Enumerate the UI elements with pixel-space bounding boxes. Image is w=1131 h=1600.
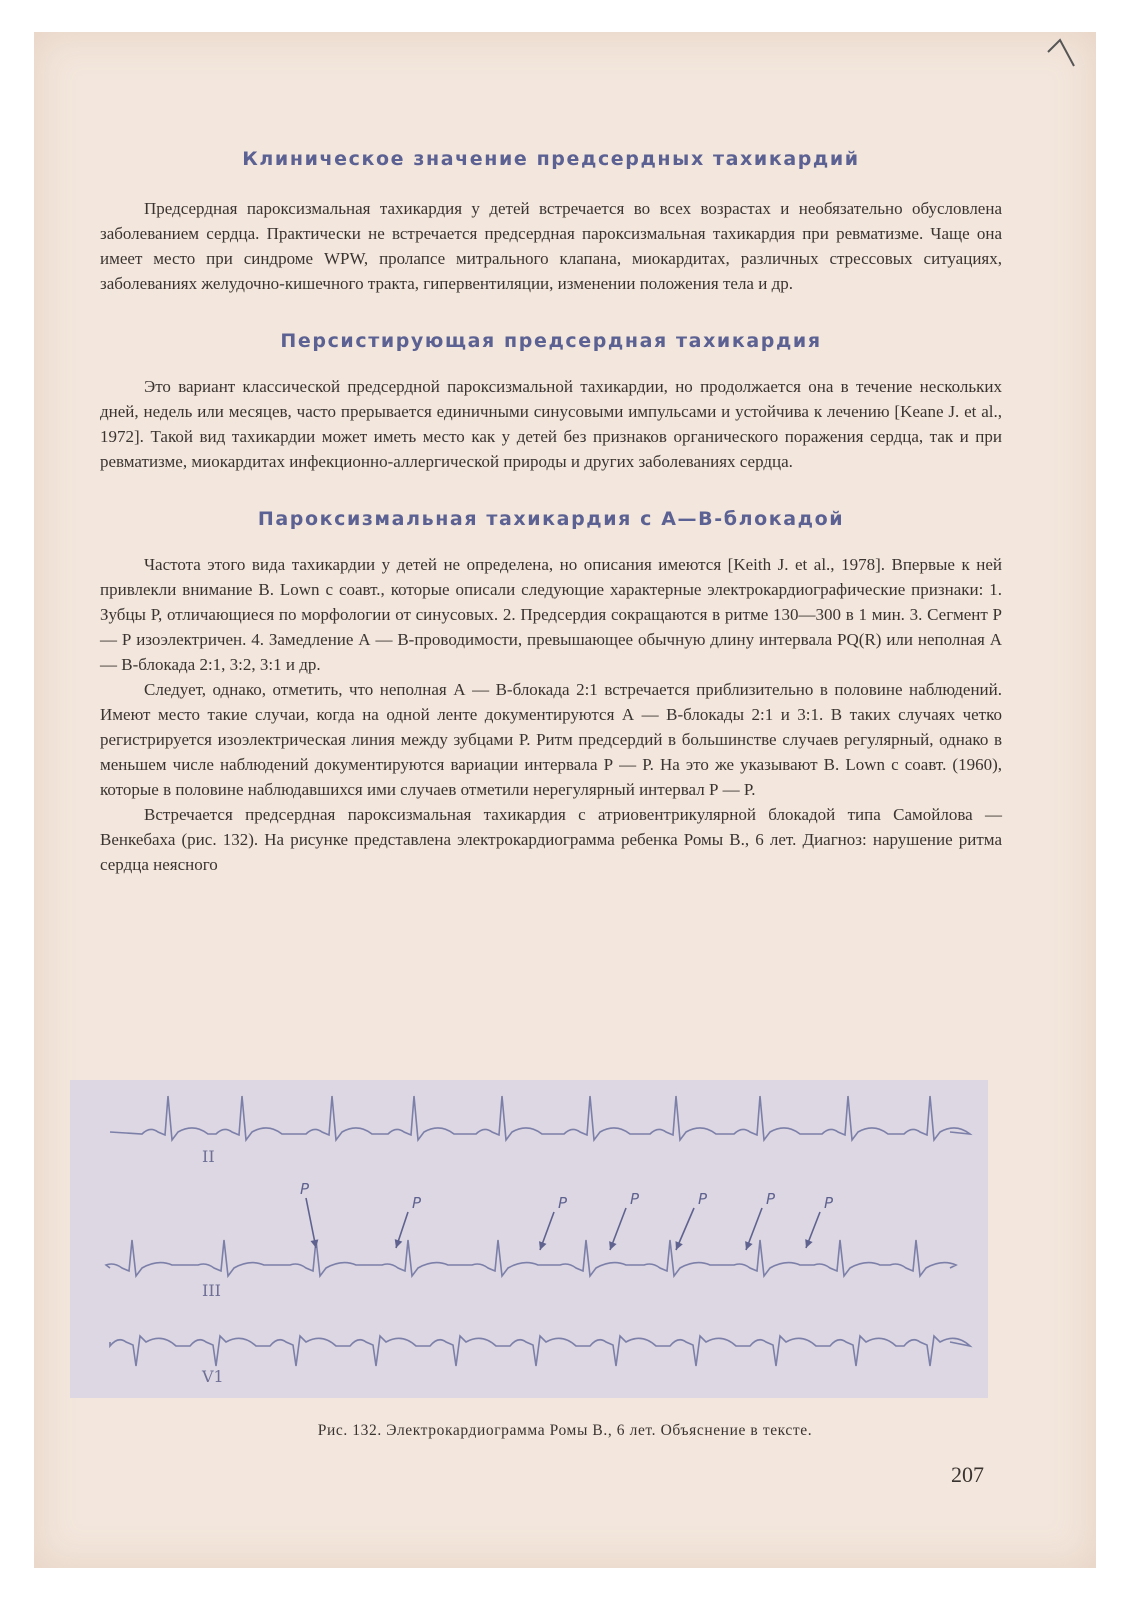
p-wave-label: P xyxy=(766,1190,776,1208)
p-wave-markers xyxy=(300,1180,834,1250)
ecg-traces xyxy=(106,1096,970,1366)
p-wave-label: P xyxy=(412,1194,422,1212)
section-heading-av-block: Пароксизмальная тахикардия с А—В-блокадой xyxy=(257,508,845,530)
page-number: 207 xyxy=(951,1462,984,1487)
lead-label-iii: III xyxy=(202,1281,221,1300)
lead-label-v1: V1 xyxy=(202,1367,224,1386)
p-wave-arrowhead xyxy=(395,1239,403,1248)
p-wave-label: P xyxy=(300,1180,310,1198)
page-corner-mark xyxy=(1044,38,1084,83)
section-heading-clinical: Клиническое значение предсердных тахикардий xyxy=(242,148,860,170)
paragraph-av-block-1: Частота этого вида тахикардии у детей не определена, но описания имеются [Keith J. et al., 1978]. Впервые к ней привлекли внимание B. Lown с соавт., которые описали следующие характерные электрокардиографические признаки: 1. Зубцы Р, отличающиеся по морфологии от синусовых. 2. Предсердия сокращаются в ритме 130—300 в 1 мин. 3. Сегмент Р — Р изоэлектричен. 4. Замедление А — В-проводимости, превышающее обычную длину интервала PQ(R) или неполная А — В-блокада 2:1, 3:2, 3:1 и др. xyxy=(100,555,1002,674)
ecg-lead-trace xyxy=(106,1240,956,1276)
p-wave-label: P xyxy=(558,1194,568,1212)
p-wave-label: P xyxy=(630,1190,640,1208)
page-text-area xyxy=(100,118,1002,877)
paragraph-av-block-2: Следует, однако, отметить, что неполная А — В-блокада 2:1 встречается приблизительно в половине наблюдений. Имеют место такие случаи, когда на одной ленте документируются А — В-блокады 2:1 и 3:1. В таких случаях четко регистрируется изоэлектрическая линия между зубцами Р. Ритм предсердий в большинстве случаев регулярный, однако в меньшем числе наблюдений документируются вариации интервала Р — Р. На это же указывают B. Lown с соавт. (1960), которые в половине наблюдавшихся ими случаев отметили нерегулярный интервал Р — Р. xyxy=(100,680,1002,799)
ecg-lead-trace xyxy=(110,1096,970,1140)
p-wave-label: P xyxy=(824,1194,834,1212)
ecg-lead-trace xyxy=(110,1336,970,1366)
p-wave-label: P xyxy=(698,1190,708,1208)
section-heading-persistent: Персистирующая предсердная тахикардия xyxy=(280,330,822,352)
paragraph-persistent: Это вариант классической предсердной пароксизмальной тахикардии, но продолжается она в течение нескольких дней, недель или месяцев, часто прерывается единичными синусовыми импульсами и устойчива к лечению [Keane J. et al., 1972]. Такой вид тахикардии может иметь место как у детей без признаков органического поражения сердца, так и при ревматизме, миокардитах инфекционно-аллергической природы и других заболеваниях сердца. xyxy=(100,377,1002,471)
ecg-chart xyxy=(70,1080,988,1398)
ecg-figure xyxy=(70,1080,988,1398)
paragraph-av-block-3: Встречается предсердная пароксизмальная тахикардия с атриовентрикулярной блокадой типа Самойлова — Венкебаха (рис. 132). На рисунке представлена электрокардиограмма ребенка Ромы В., 6 лет. Диагноз: нарушение ритма сердца неясного xyxy=(100,805,1002,874)
figure-caption: Рис. 132. Электрокардиограмма Ромы В., 6 лет. Объяснение в тексте. xyxy=(317,1422,813,1439)
lead-label-ii: II xyxy=(202,1147,215,1166)
paragraph-clinical: Предсердная пароксизмальная тахикардия у детей встречается во всех возрастах и необязательно обусловлена заболеванием сердца. Практически не встречается предсердная пароксизмальная тахикардия при ревматизме. Чаще она имеет место при синдроме WPW, пролапсе митрального клапана, миокардитах, различных стрессовых ситуациях, заболеваниях желудочно-кишечного тракта, гипервентиляции, изменении положения тела и др. xyxy=(100,199,1002,293)
